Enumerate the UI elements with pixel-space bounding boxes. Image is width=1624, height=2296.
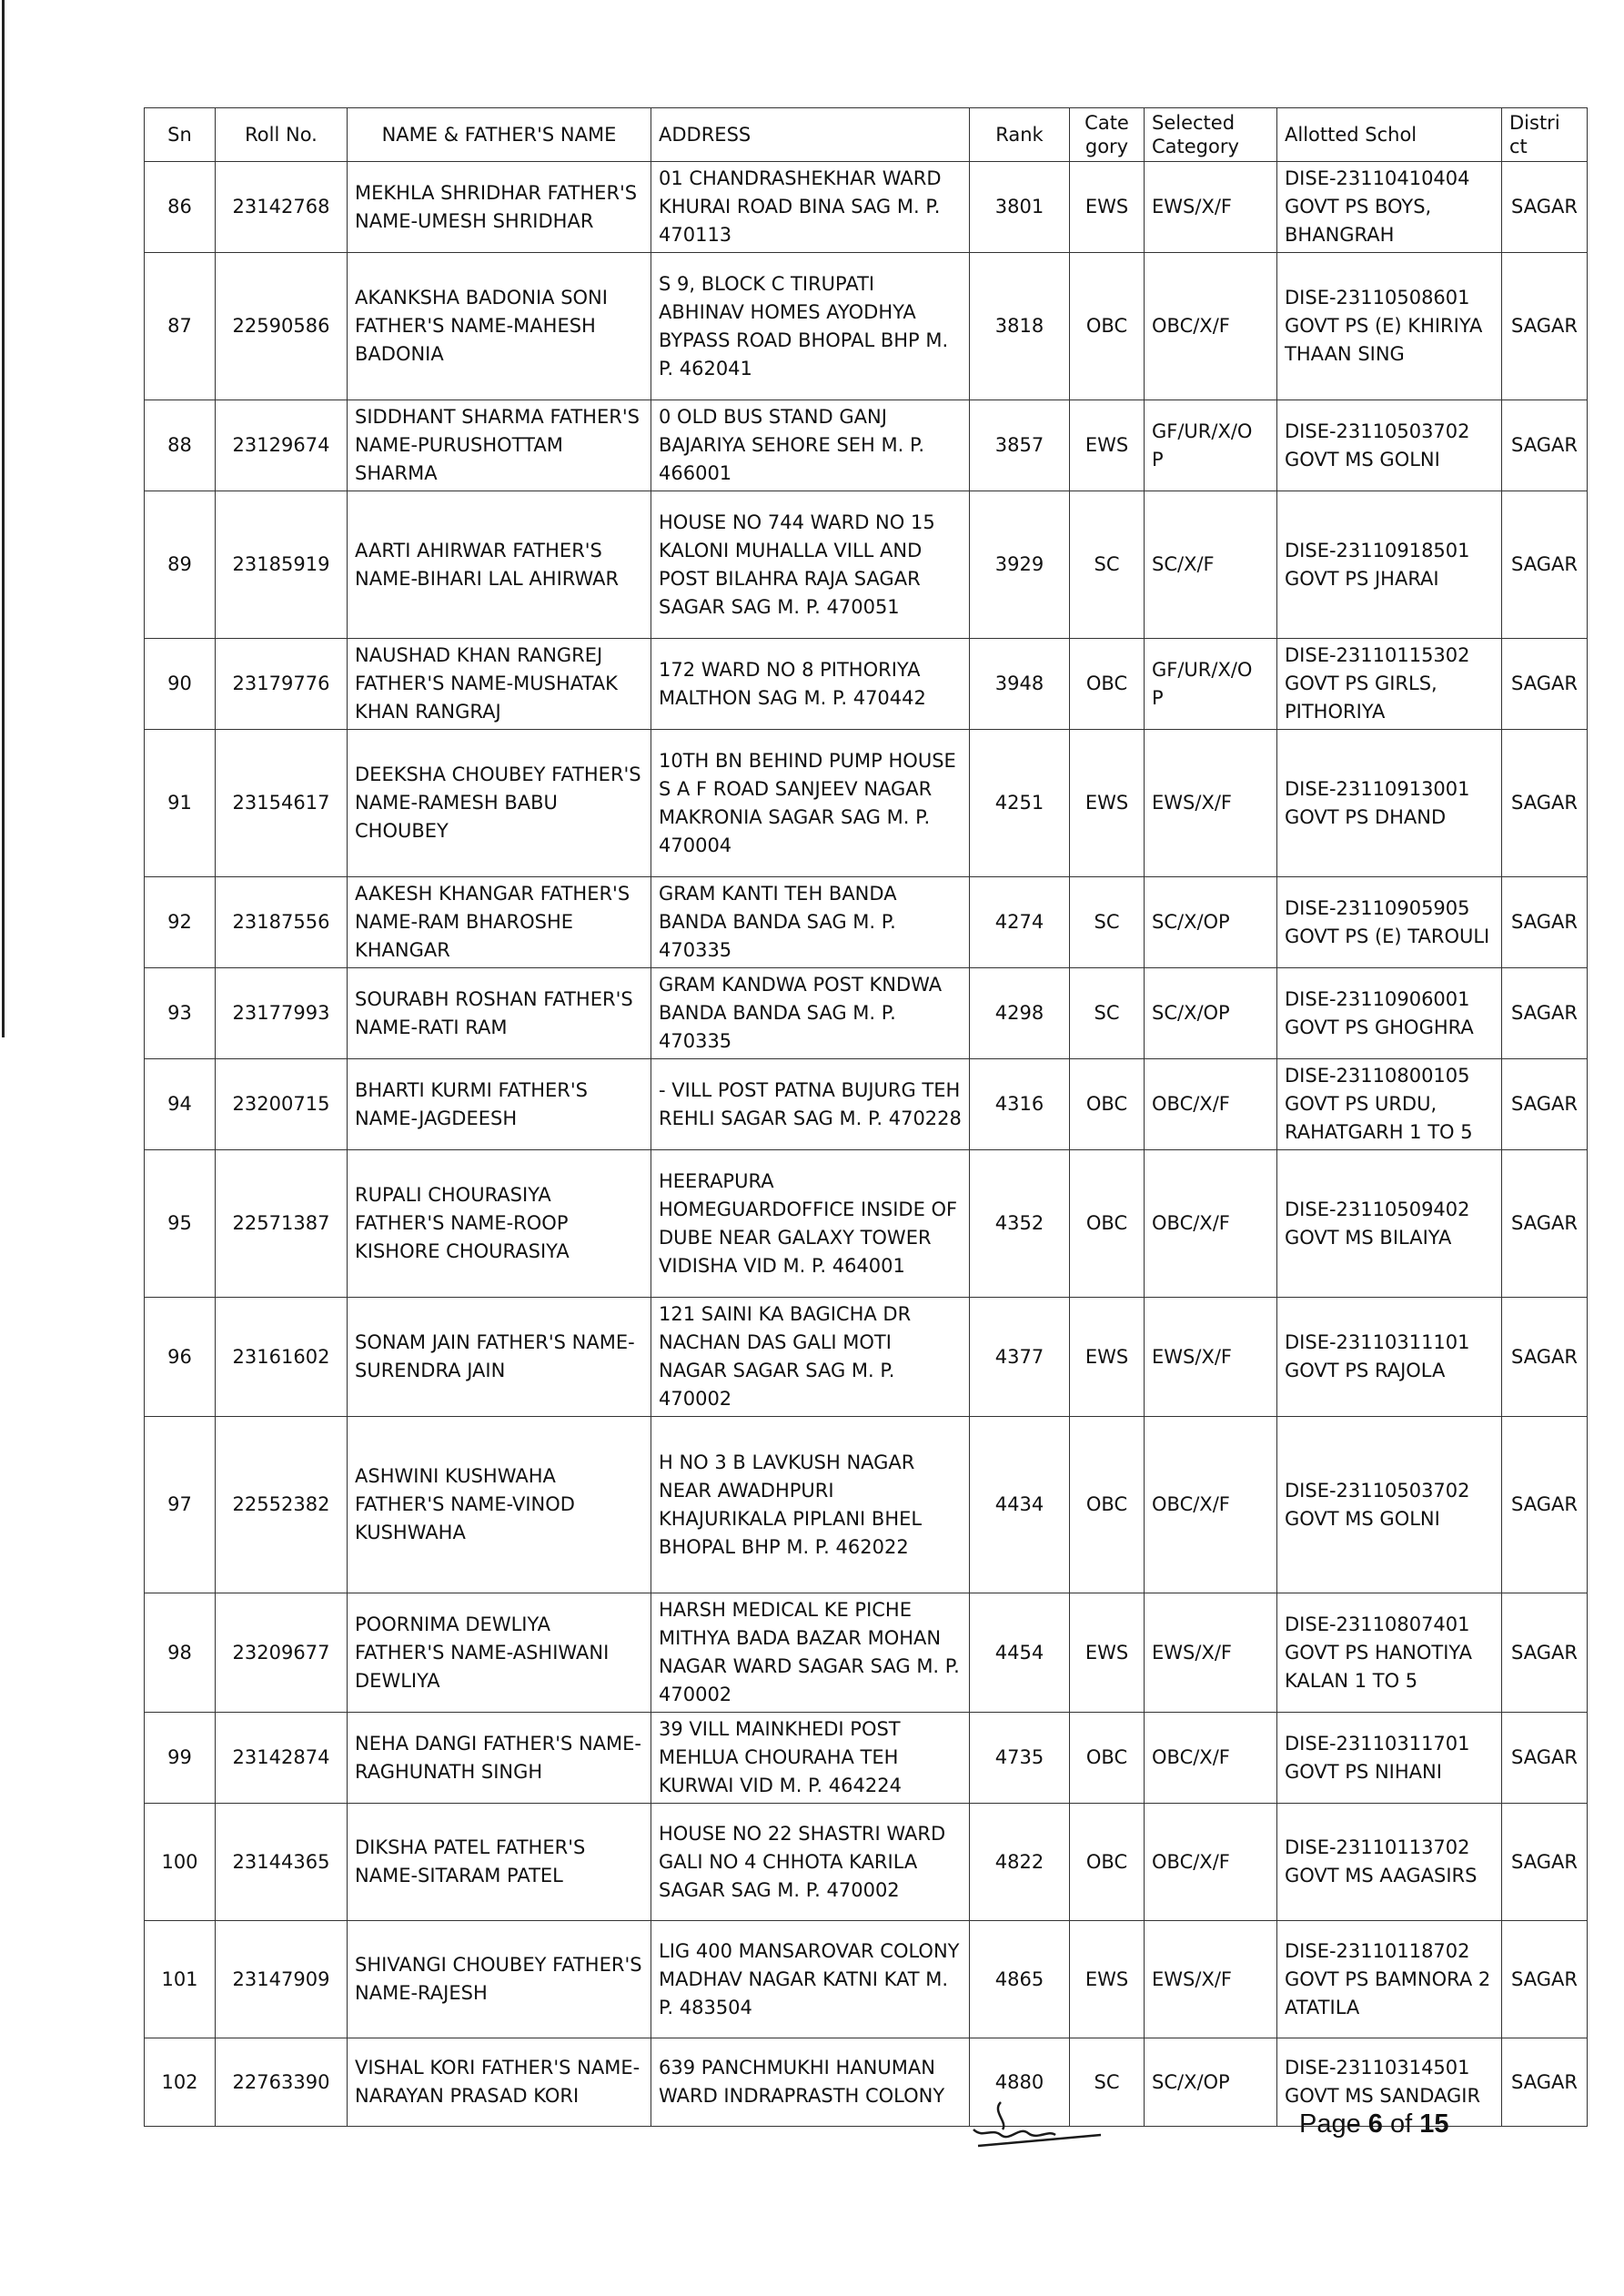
col-header-address: ADDRESS [651, 108, 970, 162]
row-rank: 3948 [970, 639, 1070, 730]
row-district: SAGAR [1502, 639, 1588, 730]
col-header-sn: Sn [145, 108, 216, 162]
row-name: SONAM JAIN FATHER'S NAME-SURENDRA JAIN [348, 1298, 651, 1417]
row-name: RUPALI CHOURASIYA FATHER'S NAME-ROOP KISHORE CHOURASIYA [348, 1150, 651, 1298]
row-sn: 95 [145, 1150, 216, 1298]
row-address: - VILL POST PATNA BUJURG TEH REHLI SAGAR SAG M. P. 470228 [651, 1059, 970, 1150]
row-address: 39 VILL MAINKHEDI POST MEHLUA CHOURAHA TEH KURWAI VID M. P. 464224 [651, 1713, 970, 1804]
row-address: 10TH BN BEHIND PUMP HOUSE S A F ROAD SANJEEV NAGAR MAKRONIA SAGAR SAG M. P. 470004 [651, 730, 970, 877]
header-row [145, 108, 1588, 162]
row-sn: 94 [145, 1059, 216, 1150]
row-roll-no: 23129674 [216, 400, 348, 491]
row-rank: 4352 [970, 1150, 1070, 1298]
row-rank: 4735 [970, 1713, 1070, 1804]
col-header-category: Cate gory [1070, 108, 1145, 162]
col-header-allotted-school: Allotted Schol [1277, 108, 1502, 162]
row-address: HEERAPURA HOMEGUARDOFFICE INSIDE OF DUBE NEAR GALAXY TOWER VIDISHA VID M. P. 464001 [651, 1150, 970, 1298]
row-roll-no: 23179776 [216, 639, 348, 730]
scan-edge-line [2, 0, 5, 1037]
row-name: ASHWINI KUSHWAHA FATHER'S NAME-VINOD KUSHWAHA [348, 1417, 651, 1593]
row-roll-no: 22552382 [216, 1417, 348, 1593]
row-address: HOUSE NO 22 SHASTRI WARD GALI NO 4 CHHOTA KARILA SAGAR SAG M. P. 470002 [651, 1804, 970, 1921]
row-name: POORNIMA DEWLIYA FATHER'S NAME-ASHIWANI DEWLIYA [348, 1593, 651, 1713]
row-category: EWS [1070, 1921, 1145, 2038]
row-address: GRAM KANDWA POST KNDWA BANDA BANDA SAG M. P. 470335 [651, 968, 970, 1059]
row-roll-no: 22590586 [216, 253, 348, 400]
row-sn: 87 [145, 253, 216, 400]
table-row [145, 1804, 1588, 1921]
row-selected-category: OBC/X/F [1145, 1804, 1277, 1921]
row-category: EWS [1070, 400, 1145, 491]
row-category: OBC [1070, 1417, 1145, 1593]
row-name: AKANKSHA BADONIA SONI FATHER'S NAME-MAHESH BADONIA [348, 253, 651, 400]
row-category: SC [1070, 877, 1145, 968]
col-header-roll: Roll No. [216, 108, 348, 162]
row-category: OBC [1070, 639, 1145, 730]
row-sn: 98 [145, 1593, 216, 1713]
row-district: SAGAR [1502, 400, 1588, 491]
row-allotted-school: DISE-23110314501 GOVT MS SANDAGIR [1277, 2038, 1502, 2127]
row-address: 01 CHANDRASHEKHAR WARD KHURAI ROAD BINA SAG M. P. 470113 [651, 162, 970, 253]
row-rank: 4822 [970, 1804, 1070, 1921]
table-body [145, 162, 1588, 2127]
row-name: SOURABH ROSHAN FATHER'S NAME-RATI RAM [348, 968, 651, 1059]
row-rank: 3801 [970, 162, 1070, 253]
row-selected-category: EWS/X/F [1145, 1921, 1277, 2038]
row-category: EWS [1070, 162, 1145, 253]
row-roll-no: 23161602 [216, 1298, 348, 1417]
allotment-table [144, 107, 1588, 2127]
row-selected-category: SC/X/OP [1145, 877, 1277, 968]
table-row [145, 1150, 1588, 1298]
table-row [145, 253, 1588, 400]
row-address: HOUSE NO 744 WARD NO 15 KALONI MUHALLA VILL AND POST BILAHRA RAJA SAGAR SAGAR SAG M. P. 470051 [651, 491, 970, 639]
row-address: 639 PANCHMUKHI HANUMAN WARD INDRAPRASTH COLONY [651, 2038, 970, 2127]
row-selected-category: OBC/X/F [1145, 1059, 1277, 1150]
table-row [145, 730, 1588, 877]
row-selected-category: OBC/X/F [1145, 1150, 1277, 1298]
row-name: AAKESH KHANGAR FATHER'S NAME-RAM BHAROSHE KHANGAR [348, 877, 651, 968]
row-category: OBC [1070, 1059, 1145, 1150]
row-roll-no: 23154617 [216, 730, 348, 877]
row-address: H NO 3 B LAVKUSH NAGAR NEAR AWADHPURI KHAJURIKALA PIPLANI BHEL BHOPAL BHP M. P. 462022 [651, 1417, 970, 1593]
row-name: MEKHLA SHRIDHAR FATHER'S NAME-UMESH SHRIDHAR [348, 162, 651, 253]
row-district: SAGAR [1502, 1804, 1588, 1921]
row-allotted-school: DISE-23110311101 GOVT PS RAJOLA [1277, 1298, 1502, 1417]
row-allotted-school: DISE-23110807401 GOVT PS HANOTIYA KALAN 1 TO 5 [1277, 1593, 1502, 1713]
row-district: SAGAR [1502, 730, 1588, 877]
row-selected-category: OBC/X/F [1145, 1713, 1277, 1804]
row-allotted-school: DISE-23110115302 GOVT PS GIRLS, PITHORIYA [1277, 639, 1502, 730]
row-roll-no: 23147909 [216, 1921, 348, 2038]
row-sn: 96 [145, 1298, 216, 1417]
table-row [145, 162, 1588, 253]
row-district: SAGAR [1502, 2038, 1588, 2127]
row-rank: 4454 [970, 1593, 1070, 1713]
table-header [145, 108, 1588, 162]
row-allotted-school: DISE-23110800105 GOVT PS URDU, RAHATGARH 1 TO 5 [1277, 1059, 1502, 1150]
row-category: OBC [1070, 1150, 1145, 1298]
row-rank: 3929 [970, 491, 1070, 639]
row-selected-category: OBC/X/F [1145, 1417, 1277, 1593]
table-row [145, 968, 1588, 1059]
row-district: SAGAR [1502, 1059, 1588, 1150]
row-rank: 4434 [970, 1417, 1070, 1593]
row-district: SAGAR [1502, 1298, 1588, 1417]
row-category: SC [1070, 968, 1145, 1059]
row-district: SAGAR [1502, 877, 1588, 968]
row-address: HARSH MEDICAL KE PICHE MITHYA BADA BAZAR MOHAN NAGAR WARD SAGAR SAG M. P. 470002 [651, 1593, 970, 1713]
col-header-name: NAME & FATHER'S NAME [348, 108, 651, 162]
table-row [145, 1059, 1588, 1150]
row-roll-no: 23144365 [216, 1804, 348, 1921]
page-number [1299, 2109, 1449, 2139]
row-sn: 91 [145, 730, 216, 877]
row-selected-category: EWS/X/F [1145, 1593, 1277, 1713]
row-rank: 4298 [970, 968, 1070, 1059]
signature-mark [964, 2093, 1119, 2157]
row-sn: 100 [145, 1804, 216, 1921]
row-selected-category: SC/X/OP [1145, 968, 1277, 1059]
page-total: 15 [1419, 2109, 1449, 2139]
table-row [145, 877, 1588, 968]
row-roll-no: 22571387 [216, 1150, 348, 1298]
table-row [145, 1593, 1588, 1713]
row-category: SC [1070, 2038, 1145, 2127]
row-address: GRAM KANTI TEH BANDA BANDA BANDA SAG M. P. 470335 [651, 877, 970, 968]
row-name: SIDDHANT SHARMA FATHER'S NAME-PURUSHOTTAM SHARMA [348, 400, 651, 491]
row-district: SAGAR [1502, 1417, 1588, 1593]
row-category: EWS [1070, 1593, 1145, 1713]
table-row [145, 1298, 1588, 1417]
row-name: NAUSHAD KHAN RANGREJ FATHER'S NAME-MUSHATAK KHAN RANGRAJ [348, 639, 651, 730]
row-selected-category: GF/UR/X/O P [1145, 639, 1277, 730]
row-rank: 4880 [970, 2038, 1070, 2127]
row-name: AARTI AHIRWAR FATHER'S NAME-BIHARI LAL AHIRWAR [348, 491, 651, 639]
col-header-rank: Rank [970, 108, 1070, 162]
row-rank: 4377 [970, 1298, 1070, 1417]
page-current: 6 [1367, 2109, 1383, 2139]
row-rank: 4274 [970, 877, 1070, 968]
row-selected-category: SC/X/F [1145, 491, 1277, 639]
row-allotted-school: DISE-23110113702 GOVT MS AAGASIRS [1277, 1804, 1502, 1921]
row-roll-no: 23142768 [216, 162, 348, 253]
row-allotted-school: DISE-23110410404 GOVT PS BOYS, BHANGRAH [1277, 162, 1502, 253]
table-row [145, 400, 1588, 491]
row-allotted-school: DISE-23110503702 GOVT MS GOLNI [1277, 1417, 1502, 1593]
row-address: 0 OLD BUS STAND GANJ BAJARIYA SEHORE SEH M. P. 466001 [651, 400, 970, 491]
row-selected-category: EWS/X/F [1145, 1298, 1277, 1417]
row-district: SAGAR [1502, 162, 1588, 253]
row-category: SC [1070, 491, 1145, 639]
row-address: S 9, BLOCK C TIRUPATI ABHINAV HOMES AYODHYA BYPASS ROAD BHOPAL BHP M. P. 462041 [651, 253, 970, 400]
col-header-selected-category: Selected Category [1145, 108, 1277, 162]
row-roll-no: 23142874 [216, 1713, 348, 1804]
row-district: SAGAR [1502, 1921, 1588, 2038]
row-rank: 3818 [970, 253, 1070, 400]
row-selected-category: SC/X/OP [1145, 2038, 1277, 2127]
row-sn: 88 [145, 400, 216, 491]
row-sn: 97 [145, 1417, 216, 1593]
row-address: 121 SAINI KA BAGICHA DR NACHAN DAS GALI MOTI NAGAR SAGAR SAG M. P. 470002 [651, 1298, 970, 1417]
row-rank: 4316 [970, 1059, 1070, 1150]
row-sn: 92 [145, 877, 216, 968]
row-sn: 101 [145, 1921, 216, 2038]
page-of: of [1382, 2109, 1420, 2139]
row-sn: 93 [145, 968, 216, 1059]
row-category: EWS [1070, 730, 1145, 877]
row-name: BHARTI KURMI FATHER'S NAME-JAGDEESH [348, 1059, 651, 1150]
row-district: SAGAR [1502, 1593, 1588, 1713]
row-district: SAGAR [1502, 1150, 1588, 1298]
row-roll-no: 23209677 [216, 1593, 348, 1713]
row-roll-no: 23187556 [216, 877, 348, 968]
row-roll-no: 23177993 [216, 968, 348, 1059]
row-sn: 86 [145, 162, 216, 253]
row-district: SAGAR [1502, 253, 1588, 400]
row-allotted-school: DISE-23110905905 GOVT PS (E) TAROULI [1277, 877, 1502, 968]
row-category: EWS [1070, 1298, 1145, 1417]
row-sn: 102 [145, 2038, 216, 2127]
row-selected-category: OBC/X/F [1145, 253, 1277, 400]
table-row [145, 639, 1588, 730]
row-selected-category: GF/UR/X/O P [1145, 400, 1277, 491]
page-prefix: Page [1299, 2109, 1368, 2139]
row-allotted-school: DISE-23110906001 GOVT PS GHOGHRA [1277, 968, 1502, 1059]
row-allotted-school: DISE-23110508601 GOVT PS (E) KHIRIYA THAAN SING [1277, 253, 1502, 400]
row-selected-category: EWS/X/F [1145, 730, 1277, 877]
row-address: LIG 400 MANSAROVAR COLONY MADHAV NAGAR KATNI KAT M. P. 483504 [651, 1921, 970, 2038]
table-row [145, 1713, 1588, 1804]
row-roll-no: 23185919 [216, 491, 348, 639]
row-address: 172 WARD NO 8 PITHORIYA MALTHON SAG M. P. 470442 [651, 639, 970, 730]
table-row [145, 1921, 1588, 2038]
row-allotted-school: DISE-23110913001 GOVT PS DHAND [1277, 730, 1502, 877]
row-name: SHIVANGI CHOUBEY FATHER'S NAME-RAJESH [348, 1921, 651, 2038]
row-name: VISHAL KORI FATHER'S NAME-NARAYAN PRASAD KORI [348, 2038, 651, 2127]
row-allotted-school: DISE-23110918501 GOVT PS JHARAI [1277, 491, 1502, 639]
row-allotted-school: DISE-23110503702 GOVT MS GOLNI [1277, 400, 1502, 491]
row-allotted-school: DISE-23110118702 GOVT PS BAMNORA 2 ATATILA [1277, 1921, 1502, 2038]
row-roll-no: 23200715 [216, 1059, 348, 1150]
table-row [145, 1417, 1588, 1593]
row-rank: 4251 [970, 730, 1070, 877]
row-district: SAGAR [1502, 491, 1588, 639]
col-header-district: Distri ct [1502, 108, 1588, 162]
row-allotted-school: DISE-23110311701 GOVT PS NIHANI [1277, 1713, 1502, 1804]
row-sn: 89 [145, 491, 216, 639]
row-name: DEEKSHA CHOUBEY FATHER'S NAME-RAMESH BABU CHOUBEY [348, 730, 651, 877]
row-sn: 90 [145, 639, 216, 730]
row-selected-category: EWS/X/F [1145, 162, 1277, 253]
row-roll-no: 22763390 [216, 2038, 348, 2127]
row-name: NEHA DANGI FATHER'S NAME-RAGHUNATH SINGH [348, 1713, 651, 1804]
row-rank: 3857 [970, 400, 1070, 491]
row-district: SAGAR [1502, 1713, 1588, 1804]
row-name: DIKSHA PATEL FATHER'S NAME-SITARAM PATEL [348, 1804, 651, 1921]
row-category: OBC [1070, 253, 1145, 400]
table-row [145, 491, 1588, 639]
row-rank: 4865 [970, 1921, 1070, 2038]
row-allotted-school: DISE-23110509402 GOVT MS BILAIYA [1277, 1150, 1502, 1298]
row-category: OBC [1070, 1804, 1145, 1921]
row-sn: 99 [145, 1713, 216, 1804]
row-category: OBC [1070, 1713, 1145, 1804]
row-district: SAGAR [1502, 968, 1588, 1059]
